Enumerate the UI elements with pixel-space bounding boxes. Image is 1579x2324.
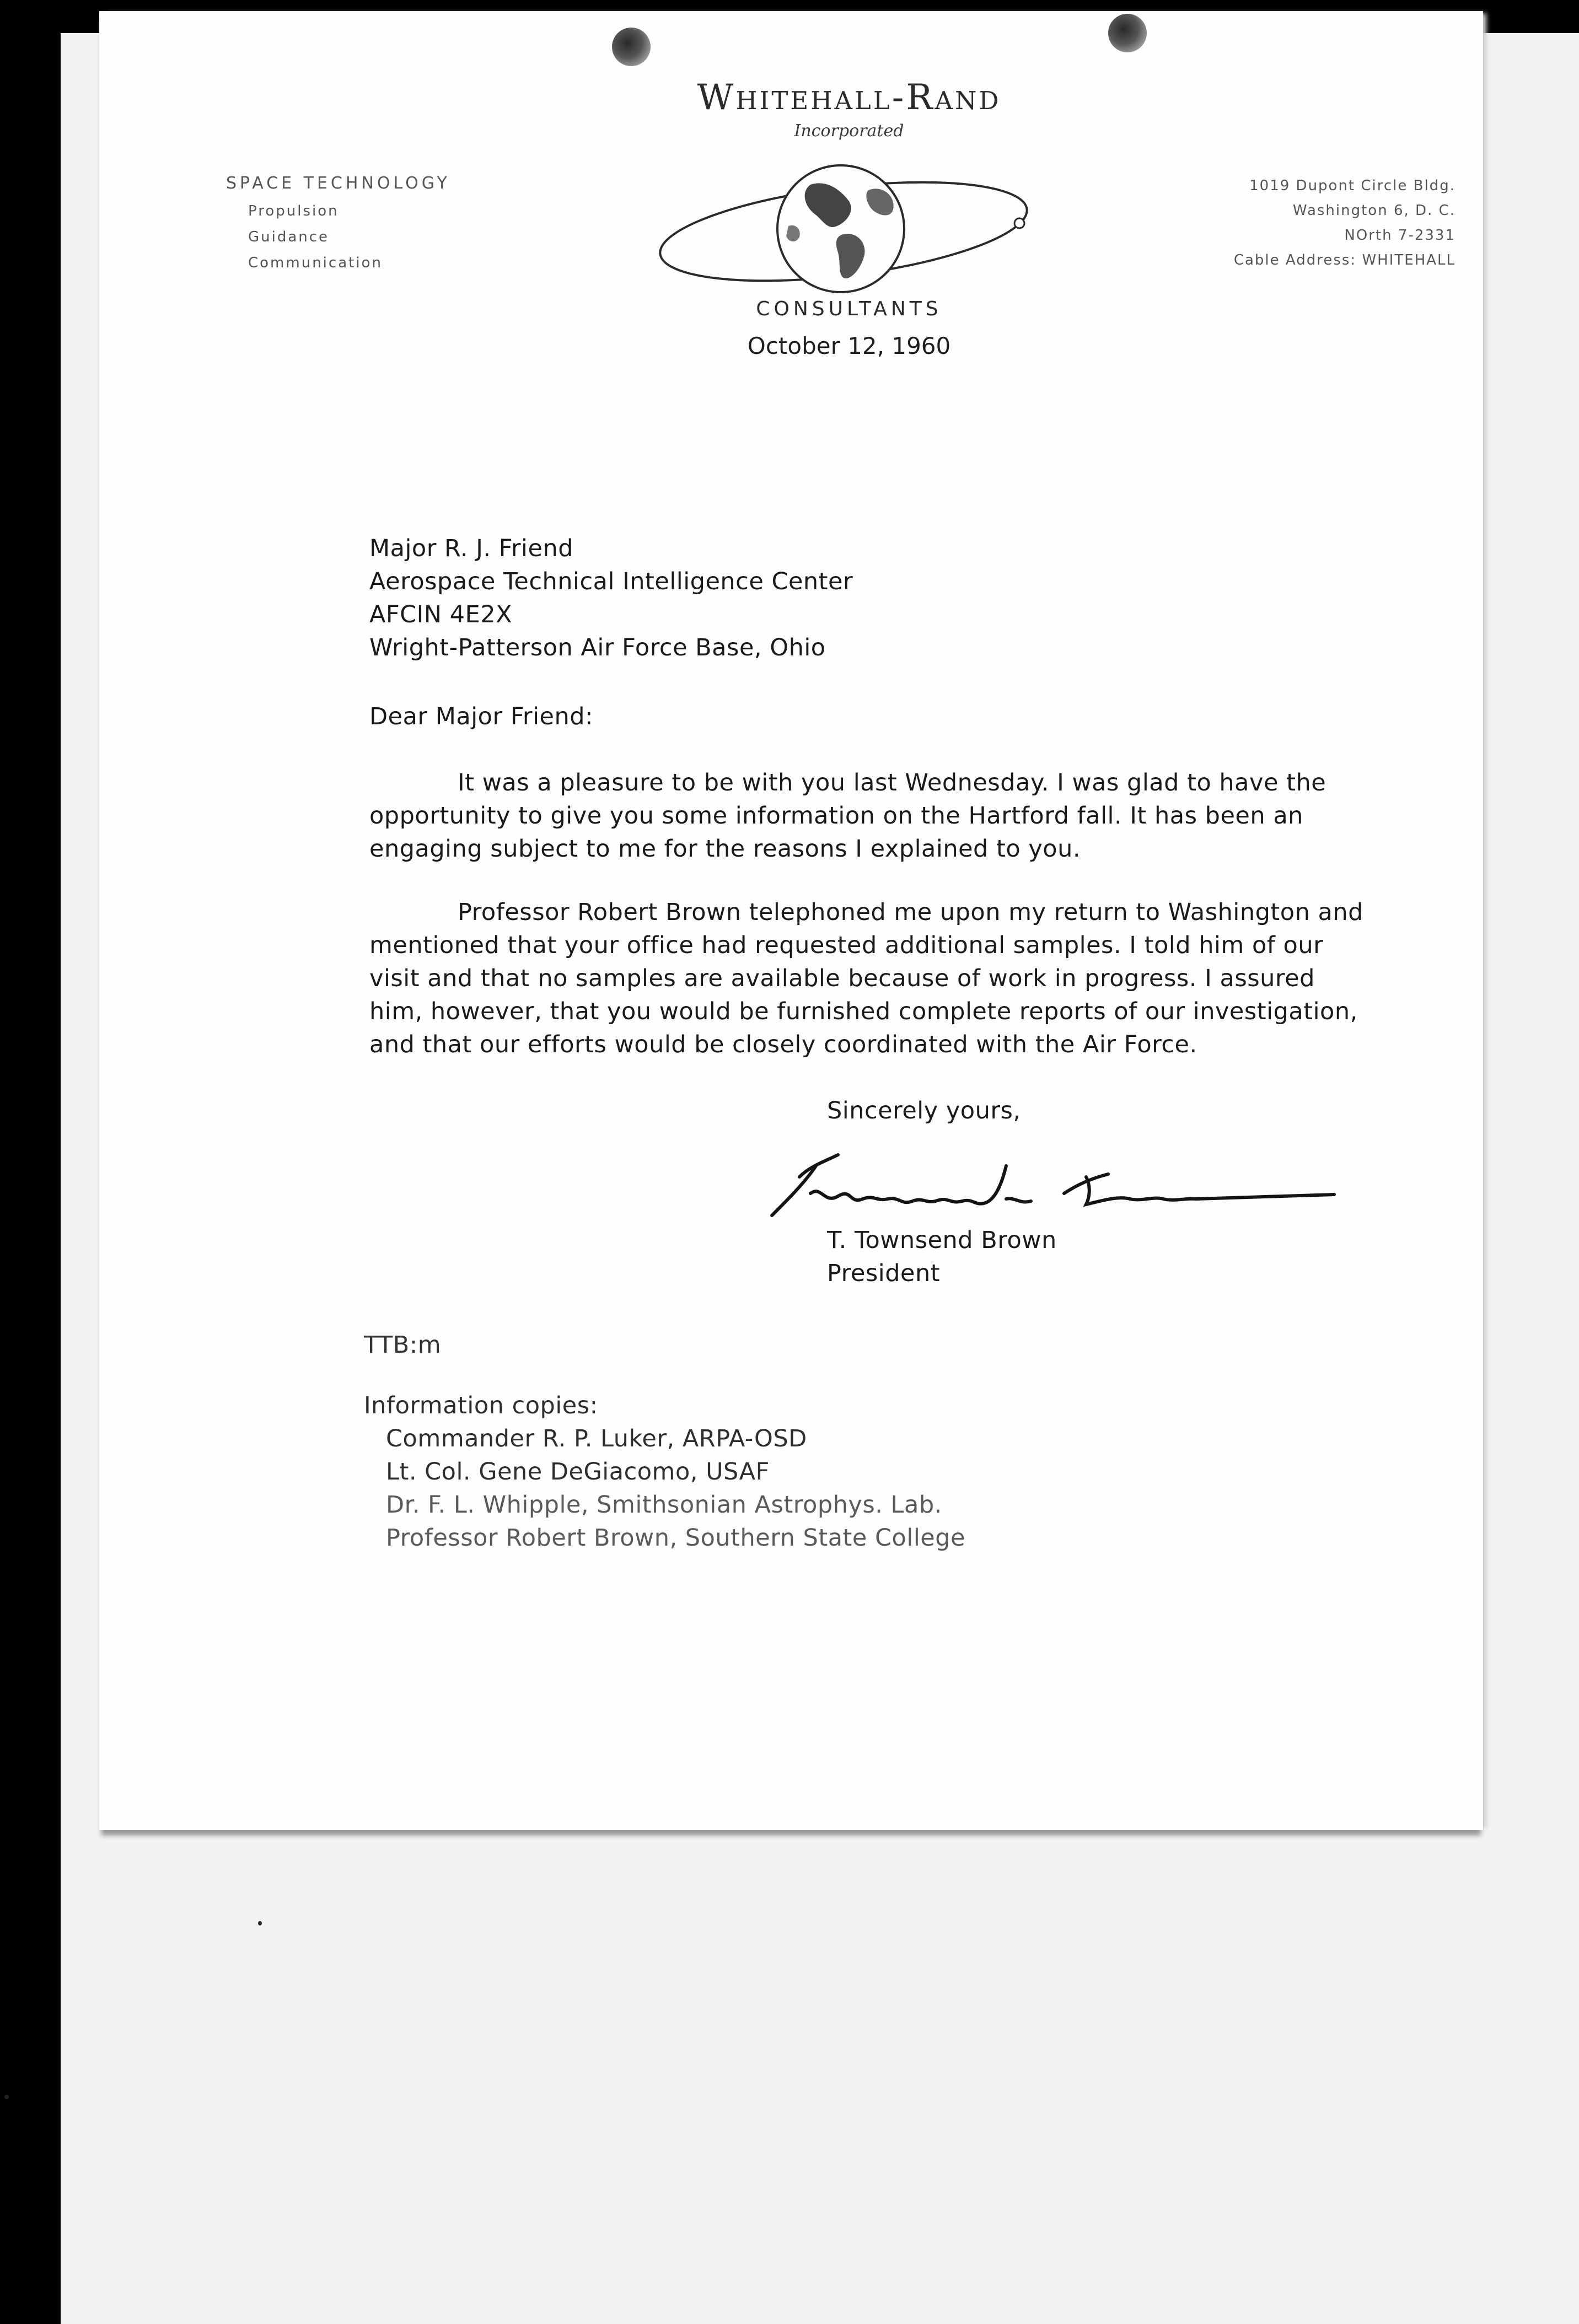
service-item: Communication bbox=[248, 255, 383, 271]
paragraph-line: and that our efforts would be closely coordinated with the Air Force. bbox=[369, 1031, 1197, 1058]
information-copies bbox=[364, 1389, 965, 1554]
service-item: Propulsion bbox=[248, 203, 339, 219]
paragraph-line: engaging subject to me for the reasons I explained to you. bbox=[369, 835, 1081, 863]
paragraph-line: It was a pleasure to be with you last Wednesday. I was glad to have the bbox=[458, 769, 1326, 797]
company-subtitle: Incorporated bbox=[794, 121, 904, 141]
copies-heading: Information copies: bbox=[364, 1392, 598, 1419]
dust-speck bbox=[4, 2095, 9, 2099]
complimentary-close: Sincerely yours, bbox=[827, 1097, 1021, 1125]
recipient-line: Major R. J. Friend bbox=[369, 535, 573, 562]
copy-recipient: Professor Robert Brown, Southern State College bbox=[386, 1524, 965, 1552]
salutation: Dear Major Friend: bbox=[369, 703, 594, 730]
copy-recipient: Lt. Col. Gene DeGiacomo, USAF bbox=[386, 1458, 770, 1486]
recipient-line: AFCIN 4E2X bbox=[369, 601, 513, 628]
copy-recipient: Commander R. P. Luker, ARPA-OSD bbox=[386, 1425, 807, 1452]
dust-speck bbox=[258, 1921, 262, 1925]
address-line: Washington 6, D. C. bbox=[1292, 202, 1456, 219]
address-line: NOrth 7-2331 bbox=[1344, 227, 1456, 244]
paragraph-line: Professor Robert Brown telephoned me upon my return to Washington and bbox=[458, 899, 1363, 926]
signer-name: T. Townsend Brown bbox=[827, 1226, 1057, 1254]
body-paragraph bbox=[369, 896, 1505, 1061]
company-name: Whitehall-Rand bbox=[697, 77, 1001, 118]
copy-recipient: Dr. F. L. Whipple, Smithsonian Astrophys. Lab. bbox=[386, 1491, 942, 1519]
punch-hole bbox=[612, 28, 651, 66]
recipient-address bbox=[369, 532, 853, 664]
services-heading: SPACE TECHNOLOGY bbox=[226, 174, 450, 193]
address-line: Cable Address: WHITEHALL bbox=[1233, 252, 1456, 268]
address-line: 1019 Dupont Circle Bldg. bbox=[1249, 177, 1456, 194]
paragraph-line: mentioned that your office had requested additional samples. I told him of our bbox=[369, 932, 1324, 959]
letter-page bbox=[99, 11, 1483, 1830]
company-tagline: CONSULTANTS bbox=[756, 298, 942, 320]
paragraph-line: opportunity to give you some information on the Hartford fall. It has been an bbox=[369, 802, 1303, 830]
reference-initials: TTB:m bbox=[364, 1331, 442, 1359]
letterhead-address bbox=[1125, 174, 1456, 273]
signer-block bbox=[827, 1224, 1057, 1290]
globe-orbit-logo bbox=[651, 160, 1048, 303]
letter-date: October 12, 1960 bbox=[747, 332, 951, 359]
signer-title: President bbox=[827, 1260, 941, 1287]
body-paragraph bbox=[369, 766, 1505, 865]
paragraph-line: him, however, that you would be furnished complete reports of our investigation, bbox=[369, 998, 1358, 1025]
recipient-line: Aerospace Technical Intelligence Center bbox=[369, 568, 853, 595]
service-item: Guidance bbox=[248, 229, 330, 245]
recipient-line: Wright-Patterson Air Force Base, Ohio bbox=[369, 634, 826, 661]
paragraph-line: visit and that no samples are available because of work in progress. I assured bbox=[369, 965, 1315, 992]
handwritten-signature bbox=[755, 1144, 1351, 1226]
punch-hole bbox=[1108, 14, 1147, 52]
letterhead-services bbox=[226, 174, 450, 276]
